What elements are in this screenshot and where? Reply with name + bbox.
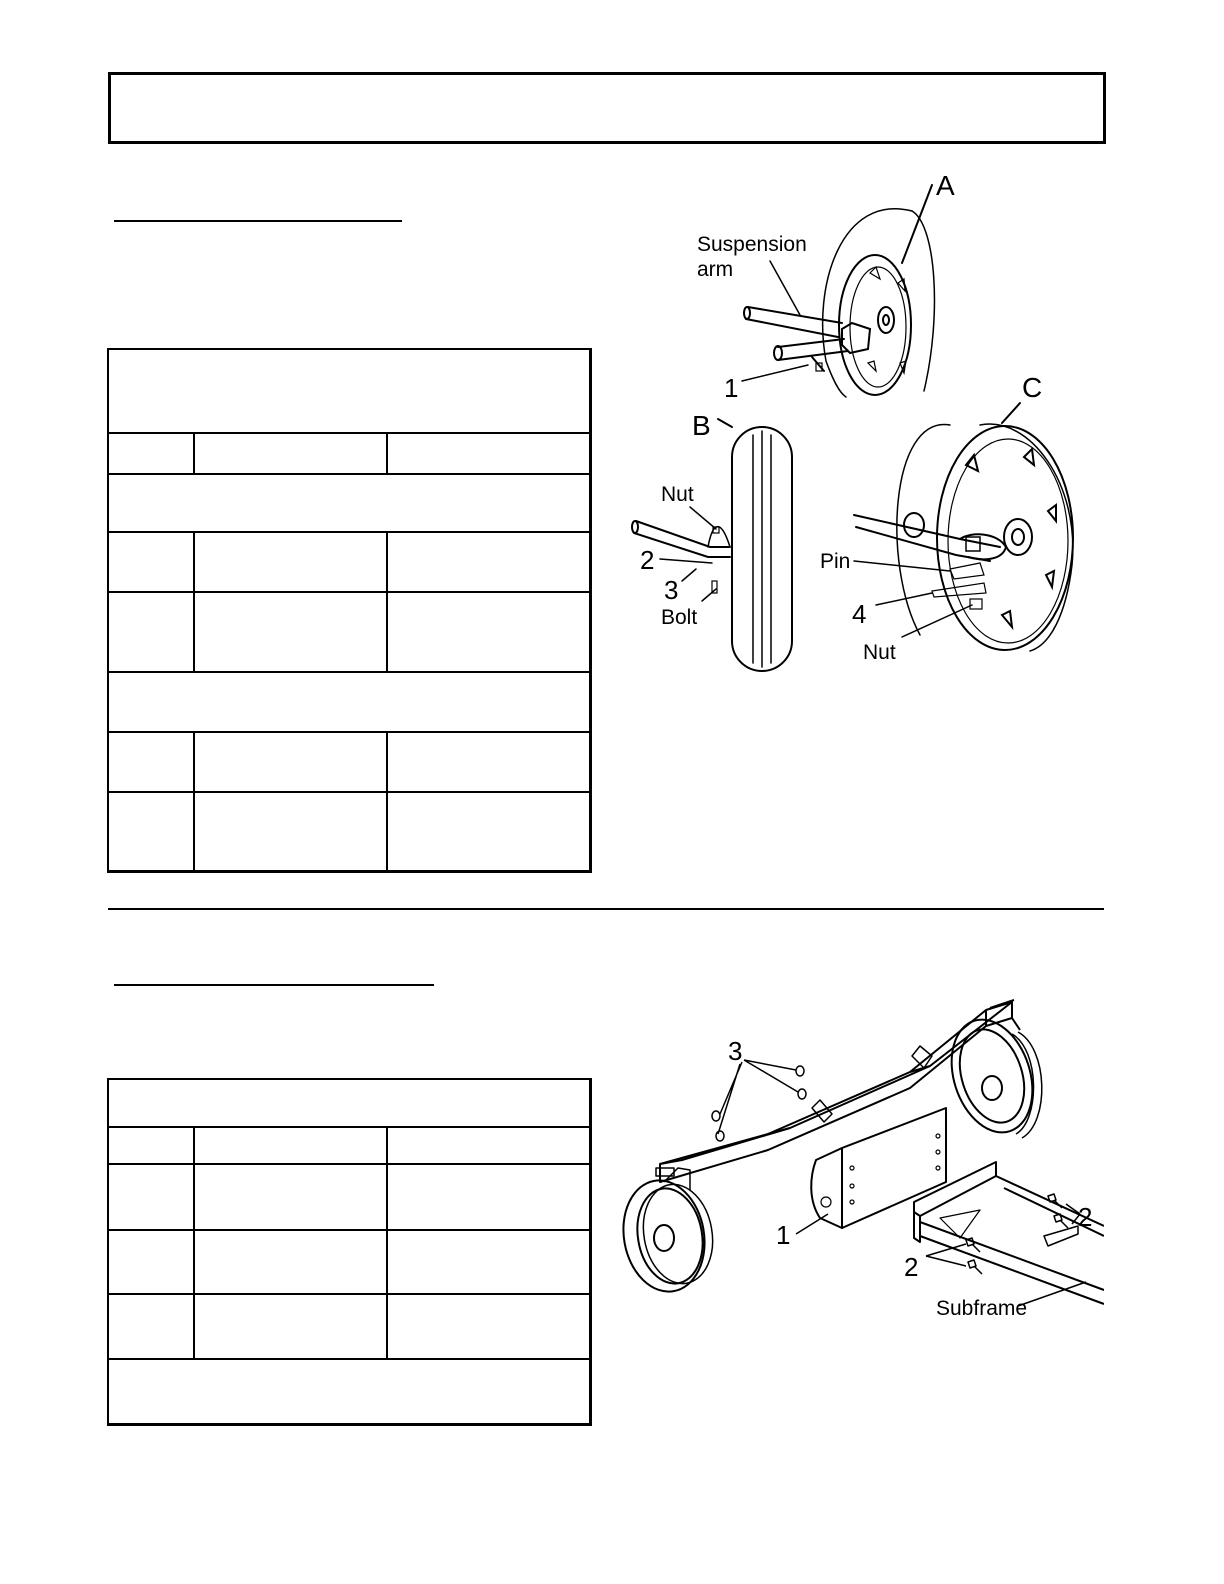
leader-line-3	[718, 1060, 798, 1134]
table-row	[109, 473, 589, 475]
label-pin: Pin	[820, 550, 851, 573]
callout-2a: 2	[1078, 1202, 1093, 1232]
section1-heading-underline	[114, 220, 402, 222]
table-row	[109, 791, 589, 793]
table-row	[109, 1293, 589, 1295]
leader-line-1	[796, 1214, 828, 1234]
table-column-divider	[193, 1126, 195, 1358]
label-b: B	[692, 410, 711, 441]
leader-line-4	[876, 593, 932, 605]
wheel-b-drawing	[632, 427, 792, 671]
table-row	[109, 671, 589, 673]
leader-line-2	[660, 559, 712, 563]
leader-line-a	[902, 185, 932, 263]
section2-heading-underline	[114, 984, 434, 986]
label-suspension-arm-line2: arm	[697, 258, 734, 281]
leader-line-nut-bottom	[902, 605, 972, 637]
table-row	[109, 531, 589, 533]
table-row	[109, 1163, 589, 1165]
table-row	[109, 432, 589, 434]
section-divider	[108, 908, 1104, 910]
table-row	[109, 591, 589, 593]
callout-2: 2	[640, 545, 655, 575]
label-bolt: Bolt	[661, 606, 698, 629]
table-column-divider	[193, 531, 195, 671]
leader-line-pin	[854, 561, 950, 571]
label-a: A	[936, 170, 955, 201]
table-row	[109, 1358, 589, 1360]
leader-line-c	[1002, 403, 1020, 423]
callout-1: 1	[776, 1220, 791, 1250]
wheel-c-drawing	[854, 424, 1073, 651]
label-subframe: Subframe	[936, 1297, 1028, 1320]
leader-line-suspension	[770, 261, 800, 315]
callout-2b: 2	[904, 1252, 919, 1282]
label-nut-bottom: Nut	[863, 641, 896, 664]
label-nut-top: Nut	[661, 483, 694, 506]
leader-line-2b	[926, 1244, 966, 1266]
label-suspension-arm-line1: Suspension	[697, 233, 807, 256]
page-header-box	[108, 72, 1106, 144]
label-c: C	[1022, 372, 1043, 403]
table-row	[109, 731, 589, 733]
leader-line-nut-top	[690, 507, 716, 529]
table-1	[107, 348, 592, 873]
table-row	[109, 1229, 589, 1231]
mounting-plate-drawing	[811, 1108, 946, 1228]
leader-line-3	[682, 569, 696, 581]
callout-1: 1	[724, 373, 739, 403]
right-wheel-drawing	[938, 1009, 1046, 1143]
leader-line-1	[742, 365, 808, 381]
leader-line-b	[718, 419, 732, 427]
callout-4: 4	[852, 599, 867, 629]
callout-3: 3	[664, 575, 679, 605]
table-column-divider	[386, 731, 388, 871]
table-column-divider	[386, 531, 388, 671]
table-column-divider	[193, 432, 195, 473]
axle-assembly-figure	[620, 990, 1104, 1330]
callout-3: 3	[728, 1036, 743, 1066]
table-column-divider	[193, 731, 195, 871]
table-column-divider	[386, 432, 388, 473]
left-wheel-drawing	[620, 1168, 720, 1298]
table-column-divider	[386, 1126, 388, 1358]
leader-line-bolt	[702, 589, 716, 601]
table-2	[107, 1078, 592, 1426]
nut-group	[712, 1066, 806, 1141]
table-row	[109, 1126, 589, 1128]
wheel-assembly-figure	[620, 165, 1100, 695]
